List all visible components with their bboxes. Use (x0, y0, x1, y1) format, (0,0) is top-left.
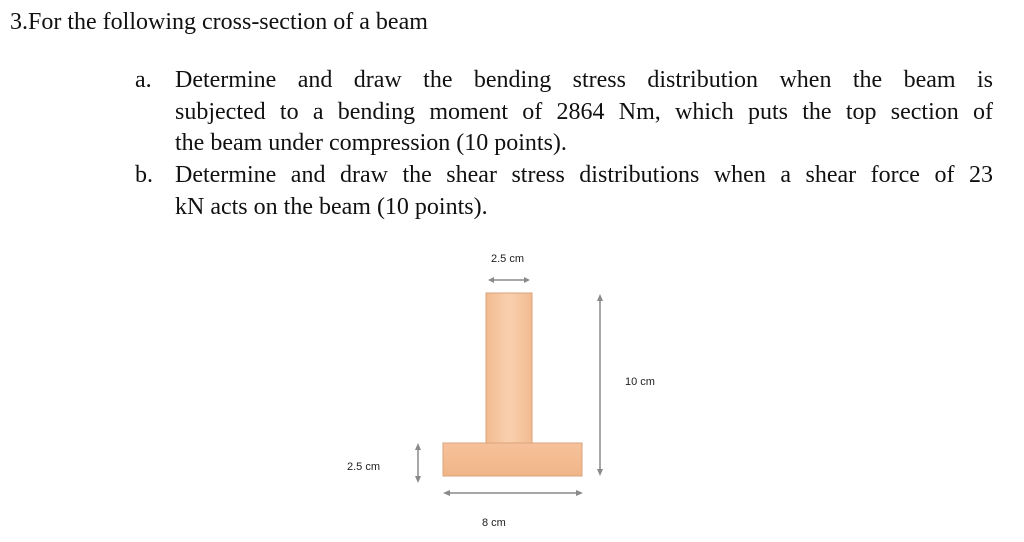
total-height-arrow (597, 294, 603, 476)
part-b-letter: b. (135, 162, 153, 188)
part-b-line: Determine and draw the shear stress distributions when a shear force of 23 (175, 162, 993, 188)
part-b-line: kN acts on the beam (10 points). (175, 193, 488, 220)
web-width-arrow (488, 277, 530, 283)
beam-flange (443, 443, 582, 476)
flange-width-label: 8 cm (482, 517, 506, 529)
flange-thickness-arrow (415, 443, 421, 483)
part-a-line: subjected to a bending moment of 2864 Nm, which puts the top section of (175, 98, 993, 125)
part-a-line: Determine and draw the bending stress distribution when the beam is (175, 67, 993, 93)
web-width-label: 2.5 cm (491, 253, 525, 265)
part-a-letter: a. (135, 67, 152, 93)
flange-thickness-label: 2.5 cm (347, 461, 381, 473)
problem-title: 3.For the following cross-section of a beam (10, 9, 428, 35)
total-height-label: 10 cm (625, 376, 655, 388)
beam-web (486, 293, 532, 443)
part-a-line: the beam under compression (10 points). (175, 130, 567, 156)
flange-width-arrow (443, 490, 583, 496)
